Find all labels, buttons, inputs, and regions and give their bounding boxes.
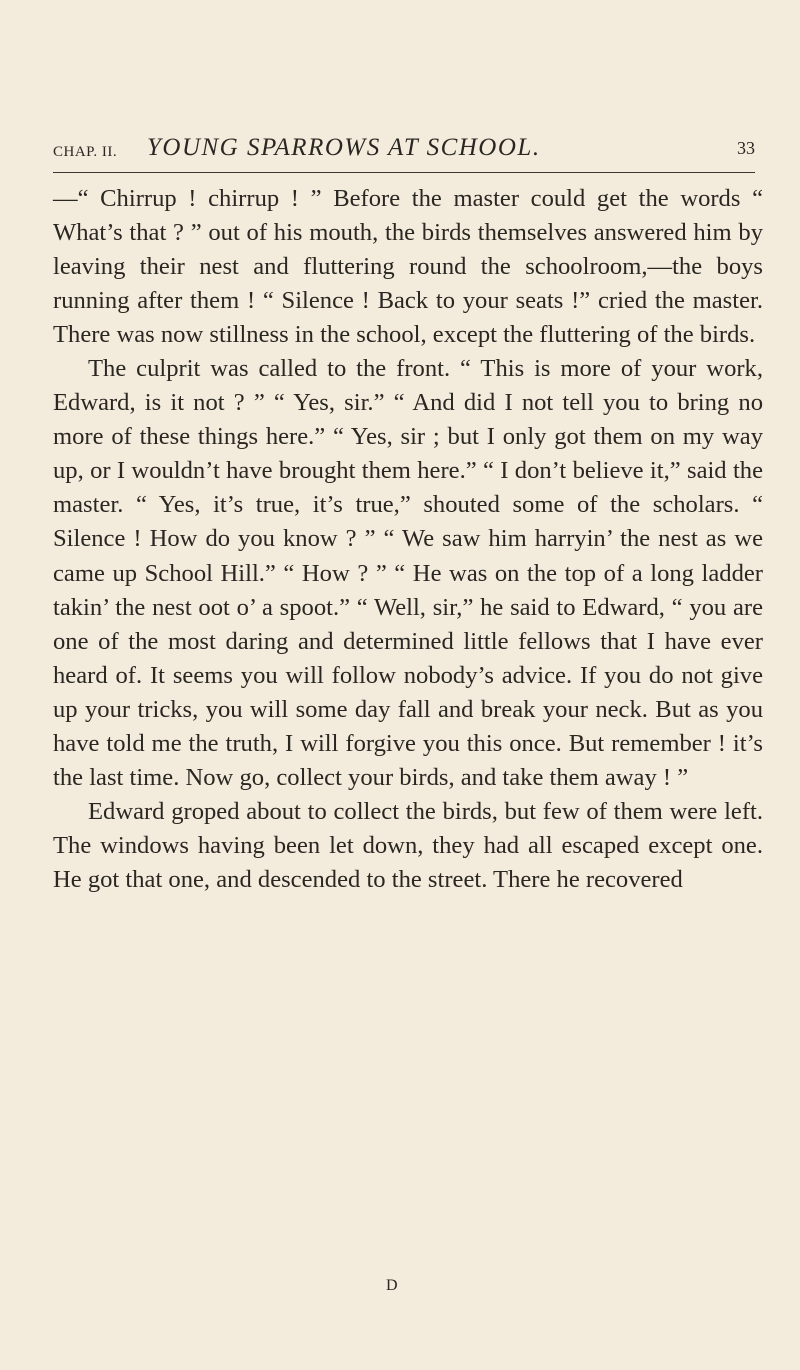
chapter-label: CHAP. II. <box>53 144 118 160</box>
header-rule <box>53 172 755 173</box>
page-number: 33 <box>737 138 755 158</box>
running-head <box>53 134 763 170</box>
paragraph: The culprit was called to the front. “ This is more of your work, Edward, is it not ? ” “ Yes, sir.” “ And did I not tell you to bring no more of these things here.” “ Yes, sir ; but I only got them on my way up, or I wouldn’t have brought them here.” “ I don’t believe it,” said the master. “ Yes, it’s true, it’s true,” shouted some of the scholars. “ Silence ! How do you know ? ” “ We saw him harryin’ the nest as we came up School Hill.” “ How ? ” “ He was on the top of a long ladder takin’ the nest oot o’ a spoot.” “ Well, sir,” he said to Edward, “ you are one of the most daring and determined little fellows that I have ever heard of. It seems you will follow nobody’s advice. If you do not give up your tricks, you will some day fall and break your neck. But as you have told me the truth, I will forgive you this once. But remember ! it’s the last time. Now go, collect your birds, and take them away ! ” <box>53 355 763 791</box>
running-title: YOUNG SPARROWS AT SCHOOL. <box>147 134 541 161</box>
paragraph: Edward groped about to collect the birds, but few of them were left. The windows having been let down, they had all escaped except one. He got that one, and descended to the street. There he recovered <box>53 797 763 893</box>
body-text <box>53 182 763 897</box>
signature-mark: D <box>386 1277 398 1294</box>
paragraph: —“ Chirrup ! chirrup ! ” Before the master could get the words “ What’s that ? ” out of his mouth, the birds themselves answered him by leaving their nest and fluttering round the schoolroom,—the boys running after them ! “ Silence ! Back to your seats !” cried the master. There was now stillness in the school, except the fluttering of the birds. <box>53 185 763 349</box>
